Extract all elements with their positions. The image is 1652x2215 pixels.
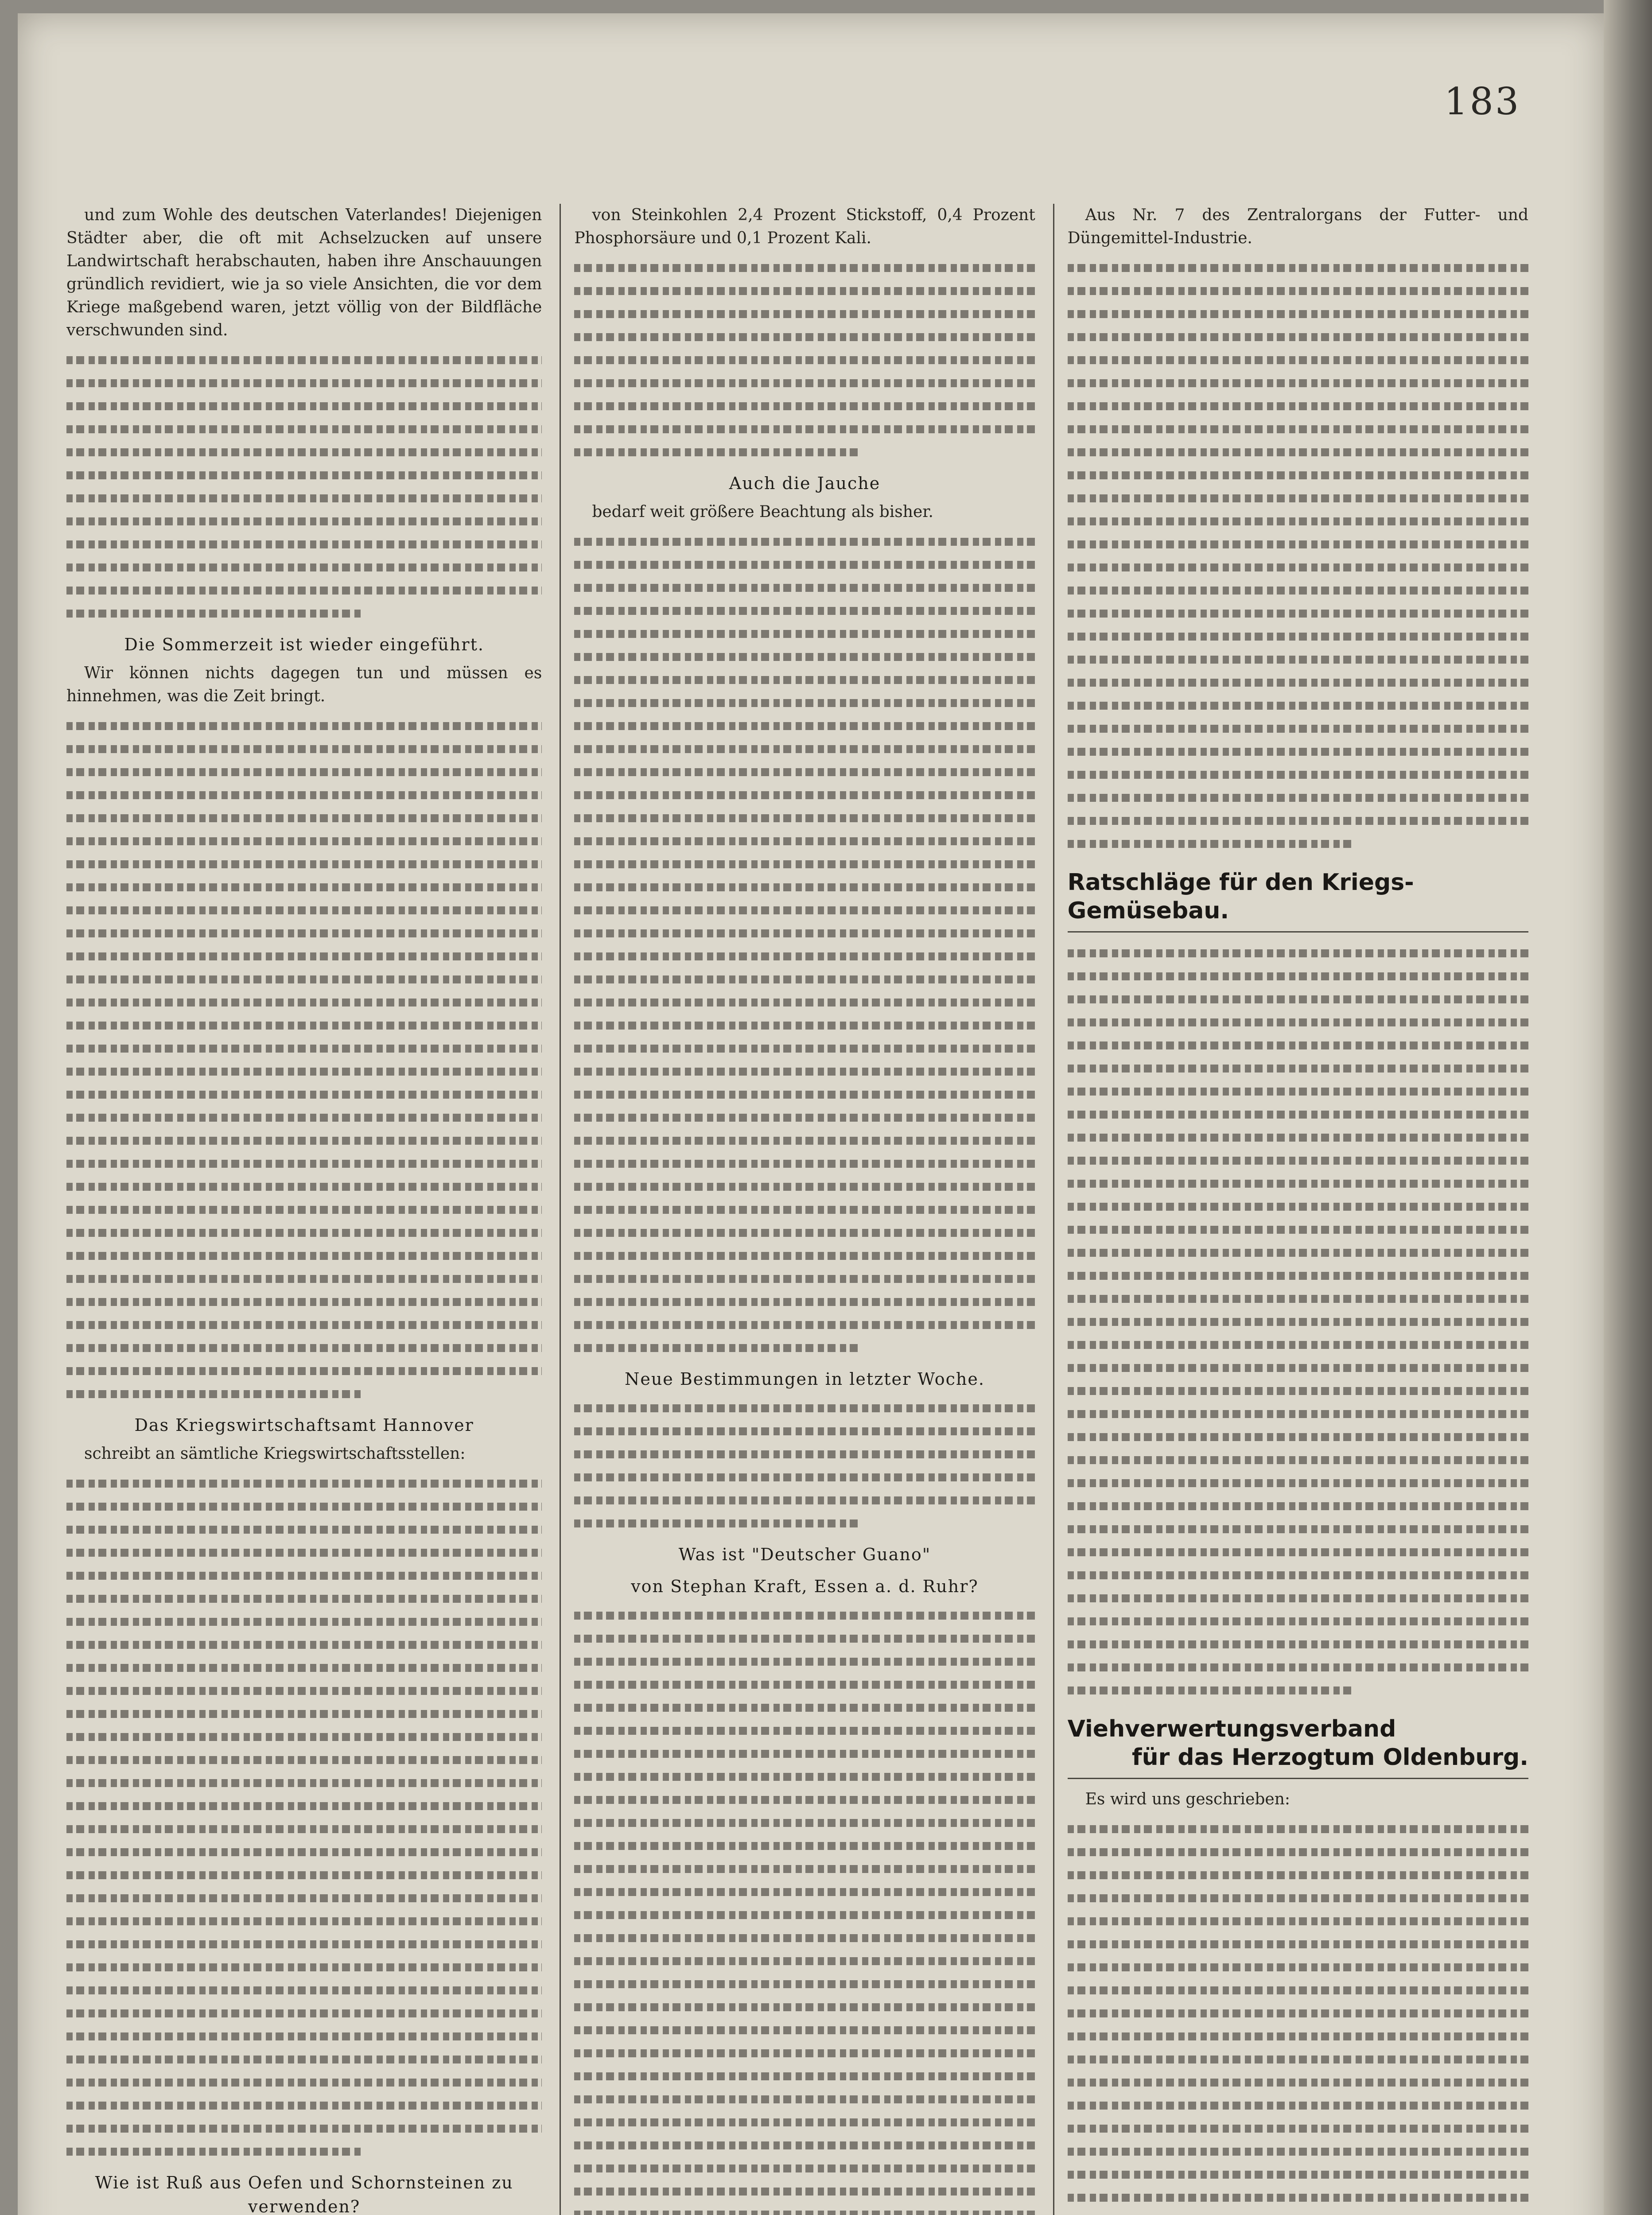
headline-line: Viehverwertungsverband bbox=[1067, 1716, 1396, 1742]
unreadable-text-block bbox=[66, 1472, 542, 2163]
section-heading: Neue Bestimmungen in letzter Woche. bbox=[625, 1369, 985, 1389]
column-middle bbox=[560, 204, 1035, 2215]
unreadable-text-block bbox=[574, 1396, 1035, 1535]
unreadable-text-block bbox=[66, 714, 542, 1405]
page-number: 183 bbox=[1444, 80, 1521, 123]
section-heading: Wie ist Ruß aus Oefen und Schornsteinen zu verwenden? bbox=[95, 2173, 513, 2215]
article-paragraph: und zum Wohle des deutschen Vaterlandes! Diejenigen Städter aber, die oft mit Achselzucken auf unsere Landwirtschaft herabschauten, haben ihre Anschauungen gründlich revidiert, wie ja so viele Ansichten, die vor dem Kriege maßgebend waren, jetzt völlig von der Bildfläche verschwunden sind. bbox=[66, 206, 542, 339]
article-columns bbox=[66, 204, 1528, 2215]
unreadable-text-block bbox=[574, 256, 1035, 463]
section-heading: Auch die Jauche bbox=[729, 474, 881, 493]
page-edge-shadow bbox=[1604, 0, 1652, 2215]
article-paragraph: Es wird uns geschrieben: bbox=[1085, 1790, 1291, 1808]
article-byline: von Stephan Kraft, Essen a. d. Ruhr? bbox=[631, 1577, 979, 1596]
unreadable-text-block bbox=[574, 1604, 1035, 2215]
column-left bbox=[66, 204, 542, 2215]
article-paragraph: schreibt an sämtliche Kriegswirtschaftsstellen: bbox=[84, 1445, 466, 1463]
article-headline bbox=[1068, 1715, 1528, 1779]
unreadable-text-block bbox=[1068, 941, 1528, 1702]
column-right bbox=[1053, 204, 1528, 2215]
unreadable-text-block bbox=[1068, 256, 1528, 855]
unreadable-text-block bbox=[66, 348, 542, 625]
article-paragraph: Aus Nr. 7 des Zentralorgans der Futter- und Düngemittel-Industrie. bbox=[1067, 206, 1528, 247]
unreadable-text-block bbox=[574, 530, 1035, 1359]
headline-line: für das Herzogtum Oldenburg. bbox=[1132, 1744, 1528, 1771]
article-paragraph: von Steinkohlen 2,4 Prozent Stickstoff, 0,4 Prozent Phosphorsäure und 0,1 Prozent Kali. bbox=[574, 206, 1035, 247]
section-heading: Die Sommerzeit ist wieder eingeführt. bbox=[124, 635, 484, 654]
article-paragraph: bedarf weit größere Beachtung als bisher. bbox=[592, 503, 933, 521]
unreadable-text-block bbox=[1068, 1817, 1528, 2215]
section-heading: Was ist "Deutscher Guano" bbox=[678, 1545, 931, 1564]
section-heading: Das Kriegswirtschaftsamt Hannover bbox=[134, 1415, 474, 1435]
article-paragraph: Wir können nichts dagegen tun und müssen es hinnehmen, was die Zeit bringt. bbox=[66, 664, 542, 705]
article-headline: Ratschläge für den Kriegs-Gemüsebau. bbox=[1068, 868, 1528, 933]
